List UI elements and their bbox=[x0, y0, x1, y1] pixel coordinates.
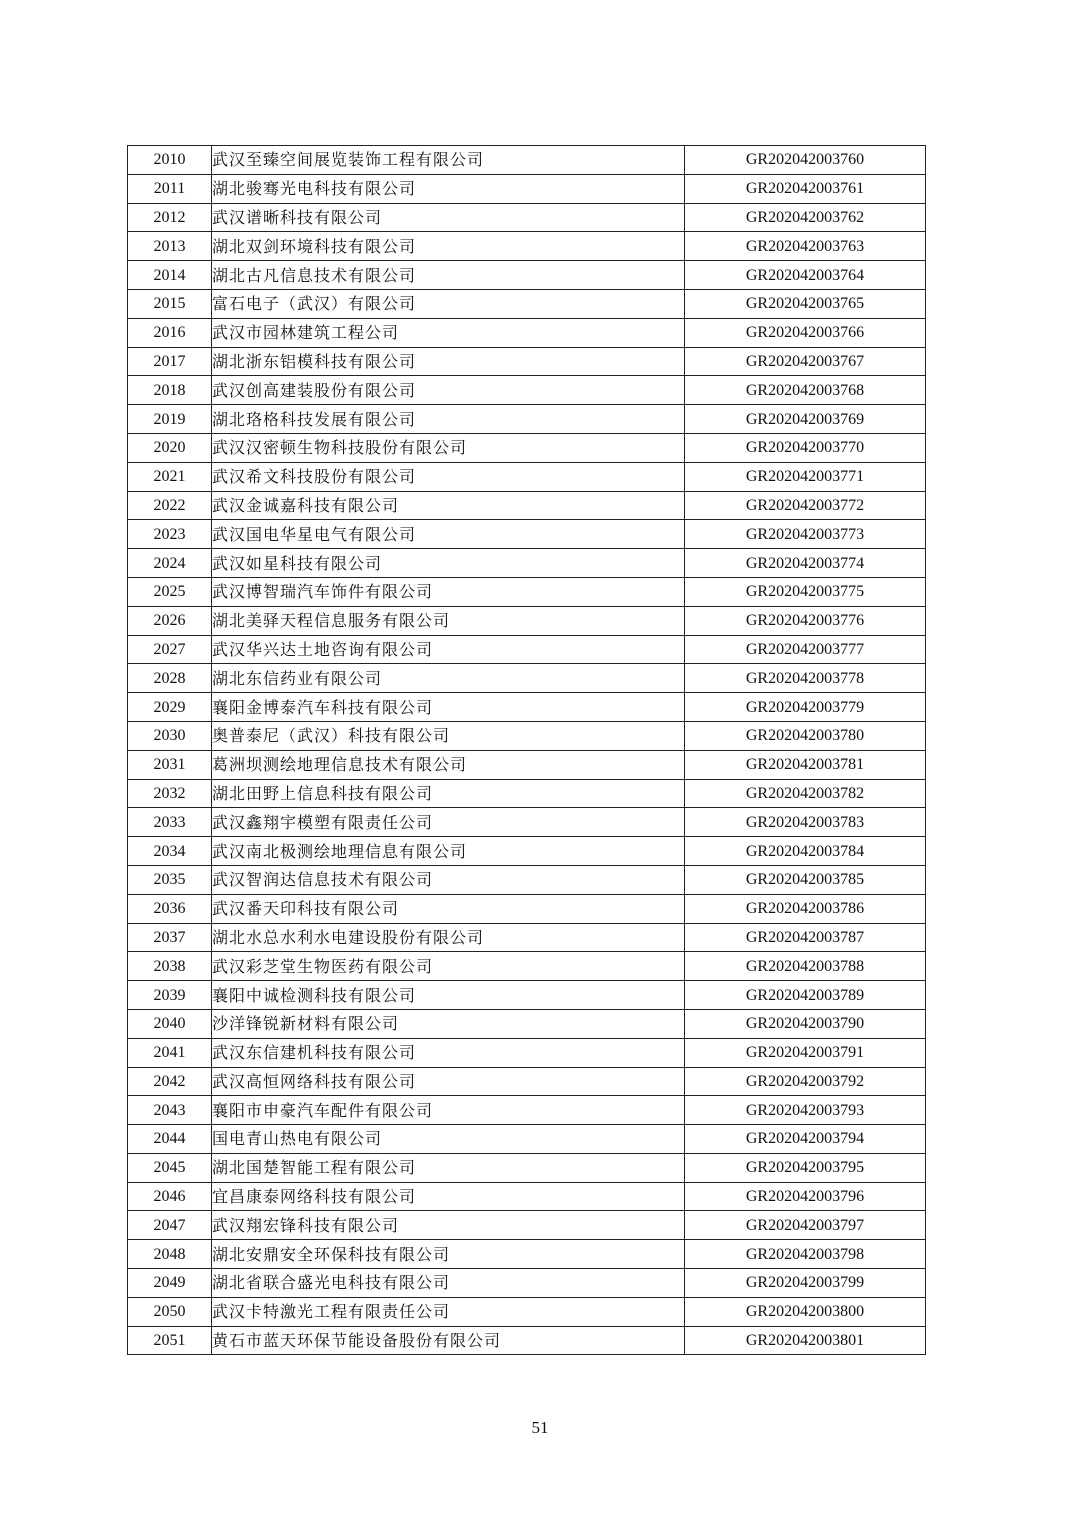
table-row bbox=[128, 1153, 926, 1182]
certificate-code: GR202042003784 bbox=[685, 837, 926, 866]
row-number: 2011 bbox=[128, 174, 212, 203]
certificate-code: GR202042003787 bbox=[685, 923, 926, 952]
company-name: 湖北美驿天程信息服务有限公司 bbox=[212, 606, 685, 635]
company-name: 湖北东信药业有限公司 bbox=[212, 664, 685, 693]
row-number: 2031 bbox=[128, 750, 212, 779]
company-name: 武汉东信建机科技有限公司 bbox=[212, 1038, 685, 1067]
table-row bbox=[128, 520, 926, 549]
certificate-code: GR202042003764 bbox=[685, 261, 926, 290]
company-name: 襄阳金博泰汽车科技有限公司 bbox=[212, 693, 685, 722]
certificate-code: GR202042003797 bbox=[685, 1211, 926, 1240]
row-number: 2012 bbox=[128, 203, 212, 232]
certificate-code: GR202042003771 bbox=[685, 462, 926, 491]
table-row bbox=[128, 981, 926, 1010]
company-name: 湖北水总水利水电建设股份有限公司 bbox=[212, 923, 685, 952]
company-name: 武汉卡特激光工程有限责任公司 bbox=[212, 1297, 685, 1326]
company-name: 襄阳中诚检测科技有限公司 bbox=[212, 981, 685, 1010]
page-number: 51 bbox=[531, 1418, 549, 1437]
certificate-code: GR202042003800 bbox=[685, 1297, 926, 1326]
certificate-code: GR202042003799 bbox=[685, 1269, 926, 1298]
certificate-code: GR202042003792 bbox=[685, 1067, 926, 1096]
company-name: 宜昌康泰网络科技有限公司 bbox=[212, 1182, 685, 1211]
certificate-code: GR202042003781 bbox=[685, 750, 926, 779]
row-number: 2047 bbox=[128, 1211, 212, 1240]
row-number: 2024 bbox=[128, 549, 212, 578]
company-name: 武汉南北极测绘地理信息有限公司 bbox=[212, 837, 685, 866]
certificate-code: GR202042003801 bbox=[685, 1326, 926, 1355]
company-name: 武汉创高建装股份有限公司 bbox=[212, 376, 685, 405]
row-number: 2045 bbox=[128, 1153, 212, 1182]
table-row bbox=[128, 462, 926, 491]
table-row bbox=[128, 376, 926, 405]
table-row bbox=[128, 203, 926, 232]
row-number: 2032 bbox=[128, 779, 212, 808]
certificate-code: GR202042003772 bbox=[685, 491, 926, 520]
row-number: 2027 bbox=[128, 635, 212, 664]
company-name: 沙洋锋锐新材料有限公司 bbox=[212, 1009, 685, 1038]
certificate-code: GR202042003785 bbox=[685, 865, 926, 894]
table-row bbox=[128, 289, 926, 318]
table-row bbox=[128, 865, 926, 894]
table-row bbox=[128, 664, 926, 693]
company-name: 湖北双剑环境科技有限公司 bbox=[212, 232, 685, 261]
certificate-code: GR202042003798 bbox=[685, 1240, 926, 1269]
table-row bbox=[128, 1182, 926, 1211]
table-row bbox=[128, 1326, 926, 1355]
table-row bbox=[128, 635, 926, 664]
table-row bbox=[128, 923, 926, 952]
row-number: 2016 bbox=[128, 318, 212, 347]
row-number: 2030 bbox=[128, 721, 212, 750]
certificate-code: GR202042003786 bbox=[685, 894, 926, 923]
certificate-code: GR202042003794 bbox=[685, 1125, 926, 1154]
certificate-code: GR202042003770 bbox=[685, 433, 926, 462]
company-name: 湖北省联合盛光电科技有限公司 bbox=[212, 1269, 685, 1298]
company-name: 襄阳市申豪汽车配件有限公司 bbox=[212, 1096, 685, 1125]
company-name: 湖北国楚智能工程有限公司 bbox=[212, 1153, 685, 1182]
row-number: 2010 bbox=[128, 146, 212, 175]
certificate-code: GR202042003761 bbox=[685, 174, 926, 203]
company-name: 葛洲坝测绘地理信息技术有限公司 bbox=[212, 750, 685, 779]
company-name: 湖北田野上信息科技有限公司 bbox=[212, 779, 685, 808]
table-row bbox=[128, 606, 926, 635]
company-name: 富石电子（武汉）有限公司 bbox=[212, 289, 685, 318]
row-number: 2033 bbox=[128, 808, 212, 837]
company-name: 武汉国电华星电气有限公司 bbox=[212, 520, 685, 549]
row-number: 2025 bbox=[128, 577, 212, 606]
certificate-code: GR202042003791 bbox=[685, 1038, 926, 1067]
table-row bbox=[128, 952, 926, 981]
certificate-code: GR202042003766 bbox=[685, 318, 926, 347]
table-row bbox=[128, 433, 926, 462]
certificate-code: GR202042003793 bbox=[685, 1096, 926, 1125]
company-name: 武汉博智瑞汽车饰件有限公司 bbox=[212, 577, 685, 606]
table-row bbox=[128, 1067, 926, 1096]
row-number: 2036 bbox=[128, 894, 212, 923]
certificate-code: GR202042003769 bbox=[685, 405, 926, 434]
company-name: 奥普泰尼（武汉）科技有限公司 bbox=[212, 721, 685, 750]
table-row bbox=[128, 232, 926, 261]
table-row bbox=[128, 549, 926, 578]
row-number: 2034 bbox=[128, 837, 212, 866]
company-name: 湖北骏骞光电科技有限公司 bbox=[212, 174, 685, 203]
certificate-code: GR202042003778 bbox=[685, 664, 926, 693]
company-name: 湖北古凡信息技术有限公司 bbox=[212, 261, 685, 290]
certificate-code: GR202042003767 bbox=[685, 347, 926, 376]
company-name: 湖北安鼎安全环保科技有限公司 bbox=[212, 1240, 685, 1269]
row-number: 2022 bbox=[128, 491, 212, 520]
table-row bbox=[128, 491, 926, 520]
certificate-code: GR202042003775 bbox=[685, 577, 926, 606]
table-row bbox=[128, 1269, 926, 1298]
row-number: 2043 bbox=[128, 1096, 212, 1125]
company-name: 武汉至臻空间展览装饰工程有限公司 bbox=[212, 146, 685, 175]
certificate-code: GR202042003782 bbox=[685, 779, 926, 808]
row-number: 2023 bbox=[128, 520, 212, 549]
certificate-code: GR202042003776 bbox=[685, 606, 926, 635]
row-number: 2038 bbox=[128, 952, 212, 981]
table-row bbox=[128, 146, 926, 175]
certificate-code: GR202042003763 bbox=[685, 232, 926, 261]
company-name: 武汉汉密顿生物科技股份有限公司 bbox=[212, 433, 685, 462]
row-number: 2017 bbox=[128, 347, 212, 376]
row-number: 2048 bbox=[128, 1240, 212, 1269]
table-row bbox=[128, 577, 926, 606]
row-number: 2050 bbox=[128, 1297, 212, 1326]
certificate-code: GR202042003779 bbox=[685, 693, 926, 722]
table-row bbox=[128, 1211, 926, 1240]
certificate-code: GR202042003783 bbox=[685, 808, 926, 837]
company-name: 武汉高恒网络科技有限公司 bbox=[212, 1067, 685, 1096]
row-number: 2049 bbox=[128, 1269, 212, 1298]
row-number: 2021 bbox=[128, 462, 212, 491]
table-row bbox=[128, 721, 926, 750]
certificate-code: GR202042003788 bbox=[685, 952, 926, 981]
company-name: 黄石市蓝天环保节能设备股份有限公司 bbox=[212, 1326, 685, 1355]
row-number: 2020 bbox=[128, 433, 212, 462]
row-number: 2013 bbox=[128, 232, 212, 261]
table-row bbox=[128, 347, 926, 376]
company-name: 武汉智润达信息技术有限公司 bbox=[212, 865, 685, 894]
row-number: 2037 bbox=[128, 923, 212, 952]
table-row bbox=[128, 1009, 926, 1038]
row-number: 2039 bbox=[128, 981, 212, 1010]
company-name: 武汉市园林建筑工程公司 bbox=[212, 318, 685, 347]
table-row bbox=[128, 750, 926, 779]
certificate-code: GR202042003796 bbox=[685, 1182, 926, 1211]
table-row bbox=[128, 405, 926, 434]
company-name: 武汉如星科技有限公司 bbox=[212, 549, 685, 578]
row-number: 2042 bbox=[128, 1067, 212, 1096]
table-row bbox=[128, 779, 926, 808]
company-name: 武汉番天印科技有限公司 bbox=[212, 894, 685, 923]
company-name: 湖北浙东铝模科技有限公司 bbox=[212, 347, 685, 376]
row-number: 2015 bbox=[128, 289, 212, 318]
table-row bbox=[128, 318, 926, 347]
row-number: 2046 bbox=[128, 1182, 212, 1211]
row-number: 2044 bbox=[128, 1125, 212, 1154]
row-number: 2019 bbox=[128, 405, 212, 434]
certificate-code: GR202042003765 bbox=[685, 289, 926, 318]
certificate-code: GR202042003780 bbox=[685, 721, 926, 750]
certificate-code: GR202042003795 bbox=[685, 1153, 926, 1182]
row-number: 2051 bbox=[128, 1326, 212, 1355]
certificate-code: GR202042003768 bbox=[685, 376, 926, 405]
company-name: 武汉希文科技股份有限公司 bbox=[212, 462, 685, 491]
table-row bbox=[128, 1096, 926, 1125]
table-row bbox=[128, 808, 926, 837]
table-row bbox=[128, 1240, 926, 1269]
row-number: 2028 bbox=[128, 664, 212, 693]
company-name: 国电青山热电有限公司 bbox=[212, 1125, 685, 1154]
certificate-code: GR202042003790 bbox=[685, 1009, 926, 1038]
company-table-body bbox=[128, 146, 926, 1355]
company-name: 武汉鑫翔宇模塑有限责任公司 bbox=[212, 808, 685, 837]
certificate-code: GR202042003789 bbox=[685, 981, 926, 1010]
company-name: 武汉翔宏锋科技有限公司 bbox=[212, 1211, 685, 1240]
row-number: 2041 bbox=[128, 1038, 212, 1067]
row-number: 2029 bbox=[128, 693, 212, 722]
company-name: 武汉彩芝堂生物医药有限公司 bbox=[212, 952, 685, 981]
certificate-code: GR202042003762 bbox=[685, 203, 926, 232]
company-name: 湖北珞格科技发展有限公司 bbox=[212, 405, 685, 434]
table-row bbox=[128, 1125, 926, 1154]
certificate-code: GR202042003760 bbox=[685, 146, 926, 175]
table-row bbox=[128, 261, 926, 290]
company-name: 武汉金诚嘉科技有限公司 bbox=[212, 491, 685, 520]
certificate-code: GR202042003774 bbox=[685, 549, 926, 578]
table-row bbox=[128, 1038, 926, 1067]
row-number: 2035 bbox=[128, 865, 212, 894]
company-table bbox=[127, 145, 926, 1355]
certificate-code: GR202042003777 bbox=[685, 635, 926, 664]
table-row bbox=[128, 894, 926, 923]
table-row bbox=[128, 174, 926, 203]
row-number: 2014 bbox=[128, 261, 212, 290]
table-row bbox=[128, 837, 926, 866]
table-row bbox=[128, 693, 926, 722]
certificate-code: GR202042003773 bbox=[685, 520, 926, 549]
row-number: 2018 bbox=[128, 376, 212, 405]
row-number: 2040 bbox=[128, 1009, 212, 1038]
company-name: 武汉华兴达土地咨询有限公司 bbox=[212, 635, 685, 664]
table-row bbox=[128, 1297, 926, 1326]
company-name: 武汉谱晰科技有限公司 bbox=[212, 203, 685, 232]
row-number: 2026 bbox=[128, 606, 212, 635]
